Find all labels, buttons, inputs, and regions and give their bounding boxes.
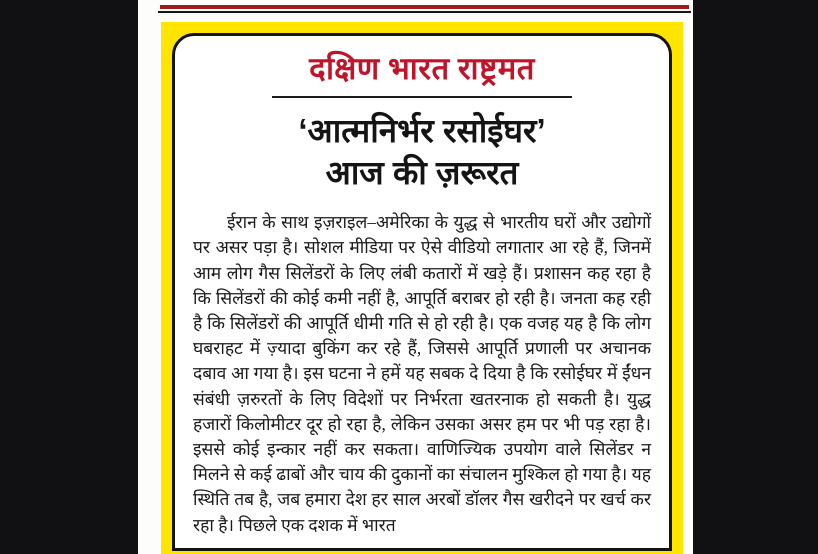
masthead-divider bbox=[272, 96, 572, 98]
article-card bbox=[172, 33, 672, 551]
headline-line-1: ‘आत्मनिर्भर रसोईघर’ bbox=[298, 111, 546, 149]
article-content bbox=[175, 36, 669, 548]
top-black-rule bbox=[158, 11, 691, 13]
top-red-rule bbox=[160, 5, 689, 9]
publication-masthead: दक्षिण भारत राष्ट्रमत bbox=[309, 51, 535, 86]
letterbox-left bbox=[0, 0, 138, 554]
article-headline bbox=[193, 110, 651, 194]
headline-line-2: आज की ज़रूरत bbox=[325, 153, 519, 191]
letterbox-right bbox=[693, 0, 818, 554]
yellow-border-frame bbox=[161, 22, 683, 554]
article-paragraph: ईरान के साथ इज़राइल–अमेरिका के युद्ध से भारतीय घरों और उद्योगों पर असर पड़ा है। सोशल मीडिया पर ऐसे वीडियो लगातार आ रहे हैं, जिनमें आम लोग गैस सिलेंडरों के लिए लंबी कतारों में खड़े हैं। प्रशासन कह रहा है कि सिलेंडरों की कोई कमी नहीं है, आपूर्ति बराबर हो रही है। जनता कह रही है कि सिलेंडरों की आपूर्ति धीमी गति से हो रही है। एक वजह यह है कि लोग घबराहट में ज़्यादा बुकिंग कर रहे हैं, जिससे आपूर्ति प्रणाली पर अचानक दबाव आ गया है। इस घटना ने हमें यह सबक दे दिया है कि रसोईघर में ईंधन संबंधी ज़रुरतों के लिए विदेशों पर निर्भरता खतरनाक हो सकती है। युद्ध हजारों किलोमीटर दूर हो रहा है, लेकिन उसका असर हम पर भी पड़ रहा है। इससे कोई इन्कार नहीं कर सकता। वाणिज्यिक उपयोग वाले सिलेंडर न मिलने से कई ढाबों और चाय की दुकानों का संचालन मुश्किल हो गया है। यह स्थिति तब है, जब हमारा देश हर साल अरबों डॉलर गैस खरीदने पर खर्च कर रहा है। पिछले एक दशक में भारत bbox=[193, 212, 651, 535]
article-body bbox=[193, 210, 651, 538]
newspaper-page bbox=[138, 0, 693, 554]
